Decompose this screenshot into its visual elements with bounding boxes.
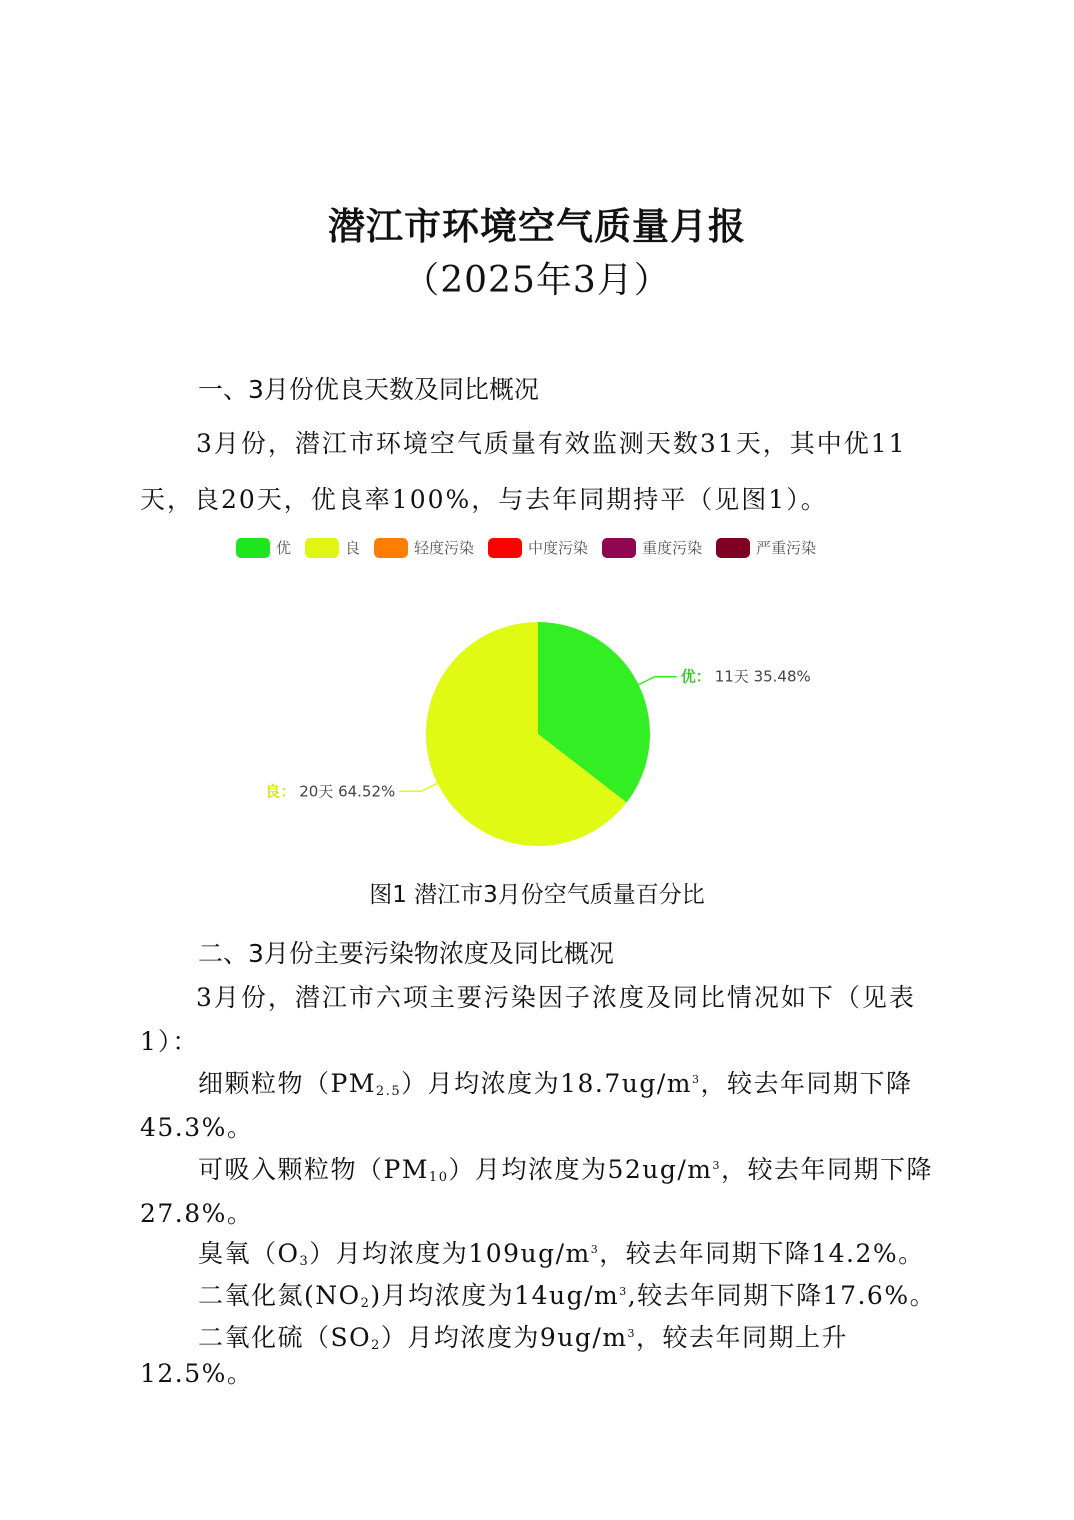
report-title: 潜江市环境空气质量月报 xyxy=(328,205,746,248)
legend-swatch xyxy=(236,538,270,558)
legend-label: 轻度污染 xyxy=(414,539,475,557)
pie-label-0 xyxy=(681,668,811,686)
legend-label: 中度污染 xyxy=(528,539,589,557)
legend-label: 重度污染 xyxy=(642,539,703,557)
legend-swatch xyxy=(374,538,408,558)
legend-swatch xyxy=(716,538,750,558)
legend-item-excellent xyxy=(236,537,291,558)
no2-line: 二氧化氮$(NO_2)$月均浓度为$14ug/m^3$,较去年同期下降17.6%。 xyxy=(198,1281,937,1311)
pie-label-name-1: 良： xyxy=(265,782,296,801)
legend-item-moderate xyxy=(488,537,588,558)
section1-paragraph: 3月份，潜江市环境空气质量有效监测天数31天，其中优11天，良20天，优良率100%，与去年同期持平（见图1）。 xyxy=(140,429,907,514)
legend-item-light xyxy=(374,537,474,558)
legend-swatch xyxy=(602,538,636,558)
section2-heading: 二、3月份主要污染物浓度及同比概况 xyxy=(198,939,614,968)
section2-paragraph: 3月份，潜江市六项主要污染因子浓度及同比情况如下（见表1）： xyxy=(140,983,916,1056)
pm25-line-cont: 45.3%。 xyxy=(140,1113,254,1142)
report-subtitle: （2025年3月） xyxy=(403,260,671,301)
legend-item-severe xyxy=(716,537,816,558)
figure-caption: 图1 潜江市3月份空气质量百分比 xyxy=(369,882,705,908)
pie-chart xyxy=(240,600,840,870)
so2-line: 二氧化硫$(SO_2)$月均浓度为$9ug/m^3$，较去年同期上升12.5%。 xyxy=(140,1323,849,1388)
pie-label-value-1: 20天 64.52% xyxy=(299,782,396,801)
legend-label: 优 xyxy=(276,539,292,557)
chart-legend xyxy=(236,537,830,558)
pie-label-name-0: 优： xyxy=(680,667,711,686)
legend-item-heavy xyxy=(602,537,702,558)
pie-label-value-0: 11天 35.48% xyxy=(714,667,811,686)
pm10-line: 可吸入颗粒物$(PM_{10})$月均浓度为$52ug/m^3$，较去年同期下降 xyxy=(198,1155,934,1185)
pie-label-1 xyxy=(265,782,395,800)
pm10-line-cont: 27.8%。 xyxy=(140,1199,254,1228)
o3-line: 臭氧$(O_3)$月均浓度为$109ug/m^3$，较去年同期下降14.2%。 xyxy=(198,1239,925,1269)
pie-leader-0 xyxy=(639,677,677,685)
legend-item-good xyxy=(305,537,360,558)
legend-label: 良 xyxy=(345,539,361,557)
legend-swatch xyxy=(488,538,522,558)
legend-swatch xyxy=(305,538,339,558)
pm25-line: 细颗粒物$(PM_{2.5})$月均浓度为$18.7ug/m^3$，较去年同期下降 xyxy=(198,1069,913,1099)
pie-leader-1 xyxy=(399,783,437,791)
section1-heading: 一、3月份优良天数及同比概况 xyxy=(198,375,539,404)
legend-label: 严重污染 xyxy=(756,539,817,557)
pie-svg xyxy=(240,600,840,870)
